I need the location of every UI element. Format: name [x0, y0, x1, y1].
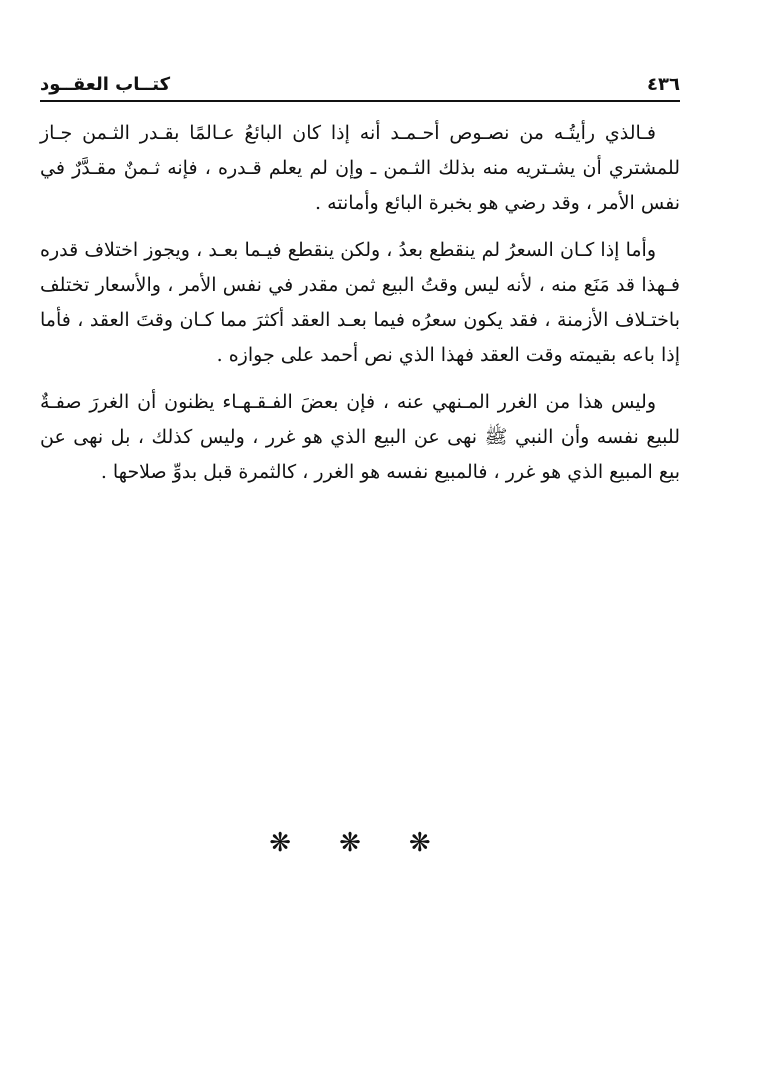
page-number: ٤٣٦ [647, 74, 680, 95]
header-rule [40, 100, 680, 102]
asterism-icon: ❋ [339, 828, 361, 858]
body-text [40, 116, 680, 502]
running-title: كتــاب العقــود [40, 74, 171, 95]
asterism-icon: ❋ [408, 828, 431, 858]
asterism-icon: ❋ [269, 828, 292, 858]
paragraph-2: وأما إذا كـان السعرُ لم ينقطع بعدُ ، ولكن ينقطع فيـما بعـد ، ويجوز اختلاف قدره فـهذا قد مَنَع منه ، لأنه ليس وقتُ البيع ثمن مقدر في نفس الأمر ، والأسعار تختلف باختـلاف الأزمنة ، فقد يكون سعرُه فيما بعـد العقد أكثرَ مما كـان وقتَ العقد ، فأما إذا باعه بقيمته وقت العقد فهذا الذي نص أحمد على جوازه . [40, 239, 680, 366]
page-header [40, 74, 680, 100]
paragraph-1: فـالذي رأيتُـه من نصـوص أحـمـد أنه إذا كان البائعُ عـالمًا بقـدر الثـمن جـاز للمشتري أن يشـتريه منه بذلك الثـمن ـ وإن لم يعلم قـدره ، فإنه ثـمنٌ مقـدَّرٌ في نفس الأمر ، وقد رضي هو بخبرة البائع وأمانته . [40, 122, 680, 214]
section-end-ornament [0, 828, 700, 858]
paragraph-3: وليس هذا من الغرر المـنهي عنه ، فإن بعضَ الفـقـهـاء يظنون أن الغررَ صفـةٌ للبيع نفسه وأن النبي ﷺ نهى عن البيع الذي هو غرر ، وليس كذلك ، بل نهى عن بيع المبيع الذي هو غرر ، فالمبيع نفسه هو الغرر ، كالثمرة قبل بدوِّ صلاحها . [40, 391, 680, 483]
